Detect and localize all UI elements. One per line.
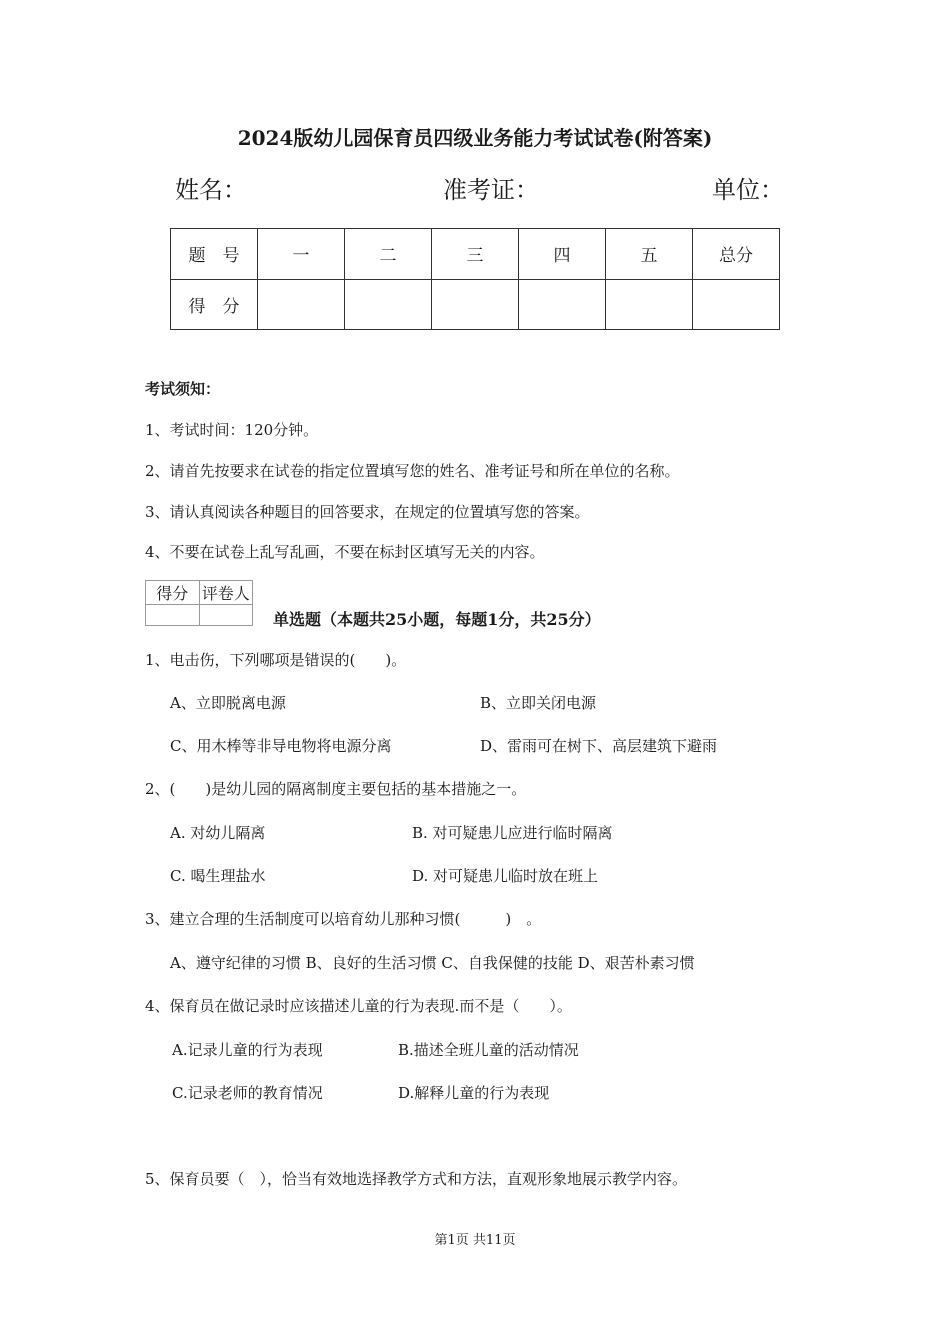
option-a: A.记录儿童的行为表现 [172, 1041, 323, 1059]
option-c: C.记录老师的教育情况 [172, 1084, 323, 1102]
score-cell [345, 279, 432, 330]
exam-id-field-label: 准考证： [443, 176, 539, 204]
option-b: B. 对可疑患儿应进行临时隔离 [412, 824, 613, 842]
question-stem: 4、保育员在做记录时应该描述儿童的行为表现.而不是（ ）。 [145, 997, 572, 1015]
notice-item: 4、不要在试卷上乱写乱画，不要在标封区填写无关的内容。 [145, 543, 545, 561]
name-field-label: 姓名： [175, 176, 247, 204]
option-b: B.描述全班儿童的活动情况 [398, 1041, 579, 1059]
notice-item: 3、请认真阅读各种题目的回答要求，在规定的位置填写您的答案。 [145, 503, 590, 521]
option-d: D. 对可疑患儿临时放在班上 [412, 867, 599, 885]
option-a: A. 对幼儿隔离 [170, 824, 266, 842]
score-cell [432, 279, 519, 330]
score-cell [258, 279, 345, 330]
score-table-header-row [171, 229, 780, 280]
score-header-cell: 五 [606, 229, 693, 280]
notice-heading: 考试须知： [145, 380, 221, 398]
section-title: 单选题（本题共25小题，每题1分，共25分） [273, 610, 601, 629]
score-header-cell: 题 号 [171, 229, 258, 280]
score-table [170, 228, 780, 330]
score-row-label: 得 分 [171, 279, 258, 330]
score-cell [519, 279, 606, 330]
page-footer: 第1页 共11页 [434, 1233, 516, 1248]
notice-item: 2、请首先按要求在试卷的指定位置填写您的姓名、准考证号和所在单位的名称。 [145, 462, 680, 480]
score-header-cell: 四 [519, 229, 606, 280]
notice-item: 1、考试时间：120分钟。 [145, 421, 319, 439]
grader-name-label: 评卷人 [199, 581, 253, 605]
grader-table [145, 580, 253, 626]
option-a: A、立即脱离电源 [170, 694, 286, 712]
question-stem: 1、电击伤，下列哪项是错误的( )。 [145, 651, 407, 669]
option-b: B、立即关闭电源 [480, 694, 597, 712]
score-cell [693, 279, 780, 330]
option-line: A、遵守纪律的习惯 B、良好的生活习惯 C、自我保健的技能 D、艰苦朴素习惯 [170, 954, 695, 972]
grader-name-cell [199, 605, 253, 626]
question-stem: 3、建立合理的生活制度可以培育幼儿那种习惯( ) 。 [145, 910, 542, 928]
unit-field-label: 单位： [712, 176, 784, 204]
page-title: 2024版幼儿园保育员四级业务能力考试试卷(附答案) [237, 126, 713, 150]
option-d: D.解释儿童的行为表现 [398, 1084, 550, 1102]
score-header-cell: 总分 [693, 229, 780, 280]
score-table-score-row [171, 279, 780, 330]
question-stem: 2、( )是幼儿园的隔离制度主要包括的基本措施之一。 [145, 780, 527, 798]
option-d: D、雷雨可在树下、高层建筑下避雨 [480, 737, 718, 755]
grader-score-cell [146, 605, 200, 626]
question-stem: 5、保育员要（ ），恰当有效地选择教学方式和方法，直观形象地展示教学内容。 [145, 1170, 688, 1188]
score-header-cell: 二 [345, 229, 432, 280]
score-header-cell: 一 [258, 229, 345, 280]
score-header-cell: 三 [432, 229, 519, 280]
option-c: C. 喝生理盐水 [170, 867, 266, 885]
score-cell [606, 279, 693, 330]
grader-score-label: 得分 [146, 581, 200, 605]
option-c: C、用木棒等非导电物将电源分离 [170, 737, 392, 755]
